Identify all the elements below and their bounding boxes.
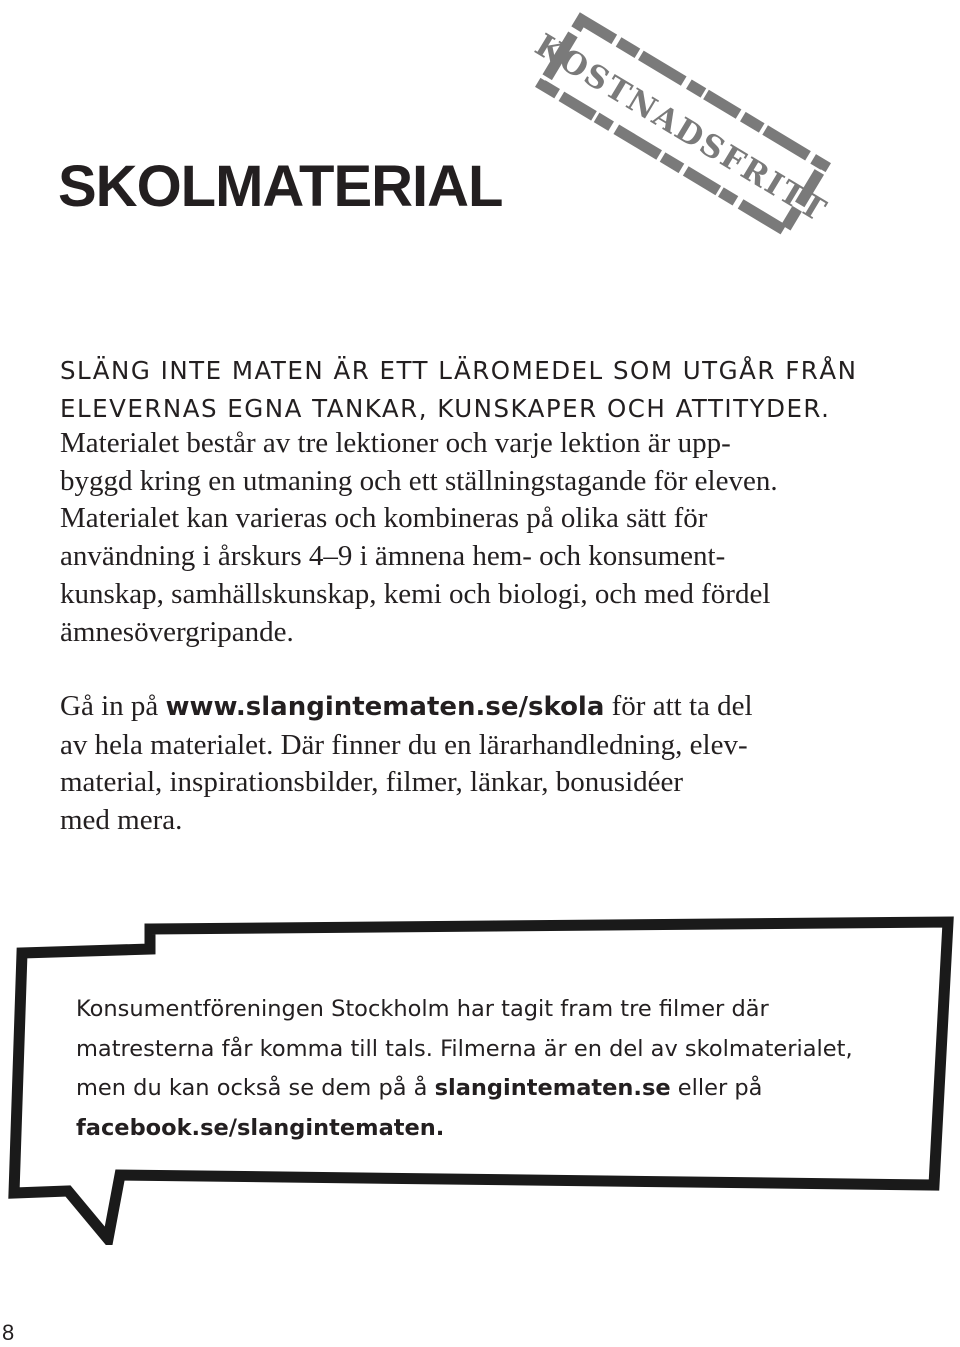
- lead-paragraph: SLÄNG INTE MATEN ÄR ETT LÄROMEDEL SOM UTGÅR FRÅN ELEVERNAS EGNA TANKAR, KUNSKAPER OCH ATTITYDER.: [60, 356, 858, 423]
- bubble-line: matresterna får komma till tals. Filmerna är en del av skolmaterialet,: [76, 1035, 853, 1062]
- facebook-link[interactable]: facebook.se/slangintematen.: [76, 1114, 445, 1141]
- text-line: med mera.: [60, 804, 183, 837]
- school-url-link[interactable]: www.slangintematen.se/skola: [165, 692, 605, 722]
- stamp-text: KOSTNADSFRITT: [528, 27, 834, 230]
- bubble-line: men du kan också se dem på å: [76, 1075, 435, 1101]
- text-line: material, inspirationsbilder, filmer, länkar, bonusidéer: [60, 766, 684, 799]
- website-link[interactable]: slangintematen.se: [434, 1075, 671, 1101]
- text-line: byggd kring en utmaning och ett ställningstagande för eleven.: [60, 464, 778, 497]
- bubble-line: eller på: [670, 1075, 763, 1101]
- text-line: Materialet består av tre lektioner och varje lektion är upp-: [60, 427, 731, 459]
- text-line: användning i årskurs 4–9 i ämnena hem- och konsument-: [60, 540, 726, 573]
- bubble-line: Konsumentföreningen Stockholm har tagit fram tre filmer där: [76, 996, 769, 1022]
- text-line: Materialet kan varieras och kombineras på olika sätt för: [60, 502, 708, 535]
- page-number: 8: [2, 1320, 15, 1345]
- text-line: ämnesövergripande.: [60, 615, 294, 648]
- text-prefix: Gå in på: [60, 690, 166, 722]
- description-paragraph: [60, 425, 920, 651]
- text-line: av hela materialet. Där finner du en lärarhandledning, elev-: [60, 728, 748, 761]
- bubble-text: [76, 990, 916, 1148]
- website-paragraph: [60, 688, 920, 840]
- page-title: SKOLMATERIAL: [58, 154, 503, 219]
- text-line: kunskap, samhällskunskap, kemi och biologi, och med fördel: [60, 577, 771, 610]
- text-suffix: för att ta del: [604, 690, 753, 722]
- kostnadsfritt-stamp: [528, 5, 838, 245]
